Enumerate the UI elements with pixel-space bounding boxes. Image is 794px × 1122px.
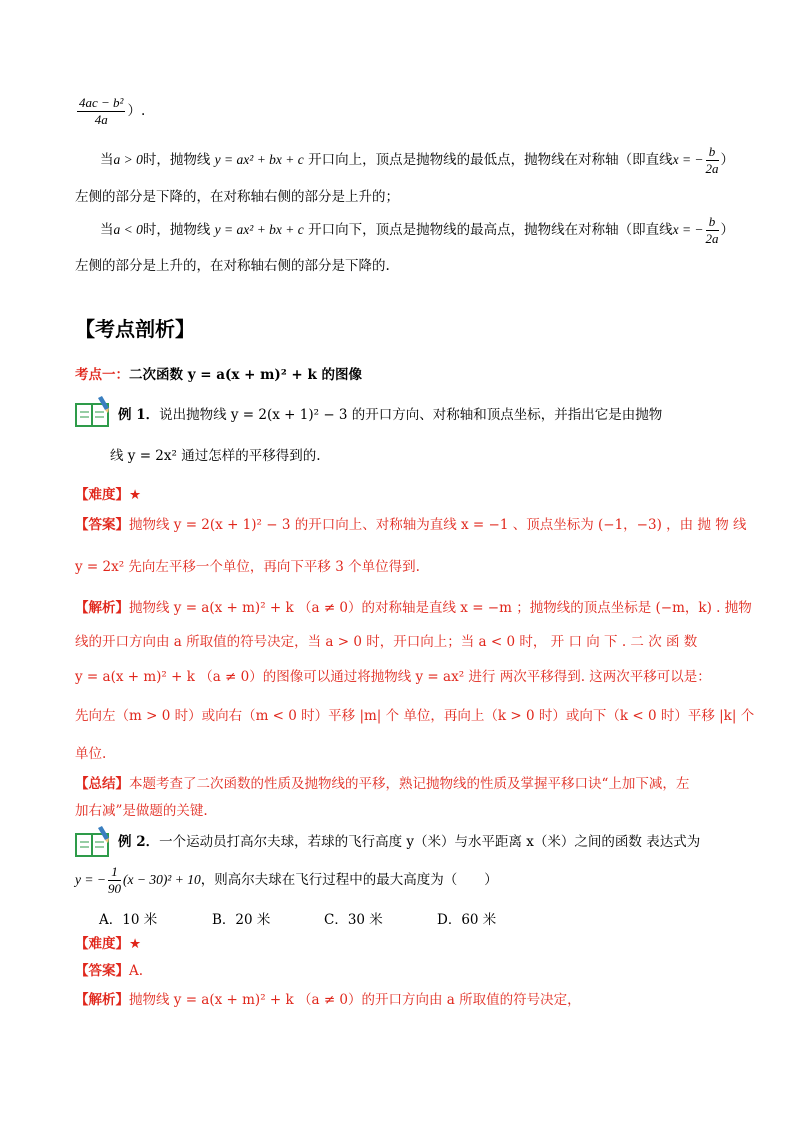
ex1-question-line2: 线 y = 2x² 通过怎样的平移得到的. — [110, 448, 321, 464]
ex1-analysis-line1: 【解析】抛物线 y = a(x + m)² + k （a ≠ 0）的对称轴是直线 x = −m ；抛物线的顶点坐标是 (−m，k) . 抛物 — [75, 600, 752, 616]
book-pencil-icon — [74, 396, 112, 428]
ex1-summary-line1: 【总结】本题考查了二次函数的性质及抛物线的平移，熟记抛物线的性质及掌握平移口诀“上加下减，左 — [75, 776, 690, 792]
kaodian-text: 二次函数 y = a(x + m)² + k 的图像 — [129, 367, 363, 383]
kaodian-title — [75, 363, 362, 383]
ex1-summary-line2: 加右减”是做题的关键. — [75, 803, 208, 819]
ex2-difficulty: 【难度】★ — [75, 936, 142, 952]
coef-fraction: $\frac{1}{90}$ — [107, 864, 121, 896]
ex2-answer: 【答案】A. — [75, 963, 144, 979]
kaodian-label: 考点一： — [75, 367, 129, 383]
ex1-question-line1: 例 1．说出抛物线 y = 2(x + 1)² − 3 的开口方向、对称轴和顶点坐标，并指出它是由抛物 — [118, 407, 663, 423]
option-b: B．20 米 — [212, 912, 271, 928]
ex1-analysis-line3: y = a(x + m)² + k （a ≠ 0）的图像可以通过将抛物线 y = ax² 进行 两次平移得到. 这两次平移可以是： — [75, 669, 711, 685]
ex1-analysis-line2: 线的开口方向由 a 所取值的符号决定，当 a > 0 时，开口向上；当 a < 0 时， 开 口 向 下 . 二 次 函 数 — [75, 634, 698, 650]
vertex-y-fraction: $\frac{\text{4ac − b²}}{4a}$ — [79, 95, 124, 127]
ex1-analysis-line4: 先向左（m > 0 时）或向右（m < 0 时）平移 |m| 个 单位，再向上（k > 0 时）或向下（k < 0 时）平移 |k| 个 — [75, 708, 755, 724]
intro-para2-line2: 左侧的部分是上升的，在对称轴右侧的部分是下降的. — [75, 258, 390, 274]
ex1-difficulty: 【难度】★ — [75, 487, 142, 503]
option-d: D．60 米 — [437, 912, 497, 928]
ex1-answer-line2: y = 2x² 先向左平移一个单位，再向下平移 3 个单位得到. — [75, 559, 420, 575]
book-pencil-icon — [74, 826, 112, 858]
option-a: A．10 米 — [99, 912, 158, 928]
section-heading: 【考点剖析】 — [75, 317, 195, 341]
intro-para1-line2: 左侧的部分是下降的，在对称轴右侧的部分是上升的； — [75, 189, 399, 205]
axis-fraction-2: $\frac{b}{2a}$ — [705, 214, 719, 246]
star-icon: ★ — [129, 936, 142, 952]
intro-para1-line1: 当a > 0时，抛物线 y = ax² + bx + c 开口向上，顶点是抛物线的最低点，抛物线在对称轴（即直线x = − $\frac{b}{2a}$ ） — [100, 144, 735, 176]
ex1-analysis-line5: 单位. — [75, 746, 107, 762]
ex2-analysis-line1: 【解析】抛物线 y = a(x + m)² + k （a ≠ 0）的开口方向由 a 所取值的符号决定， — [75, 992, 581, 1008]
intro-fraction-line: $\frac{\text{4ac − b²}}{4a}$ ）. — [79, 95, 146, 127]
star-icon: ★ — [129, 487, 142, 503]
ex2-question-line2: y = − $\frac{1}{90}$ (x − 30)² + 10，则高尔夫球在飞行过程中的最大高度为（ ） — [75, 864, 498, 896]
ex2-question-line1: 例 2．一个运动员打高尔夫球，若球的飞行高度 y（米）与水平距离 x（米）之间的函数 表达式为 — [118, 834, 701, 850]
option-c: C．30 米 — [324, 912, 383, 928]
ex1-answer-line1: 【答案】抛物线 y = 2(x + 1)² − 3 的开口向上、对称轴为直线 x = −1 、顶点坐标为 (−1，−3) ，由 抛 物 线 — [75, 517, 747, 533]
intro-para2-line1: 当a < 0时，抛物线 y = ax² + bx + c 开口向下，顶点是抛物线的最高点，抛物线在对称轴（即直线x = − $\frac{b}{2a}$ ） — [100, 214, 735, 246]
axis-fraction: $\frac{b}{2a}$ — [705, 144, 719, 176]
